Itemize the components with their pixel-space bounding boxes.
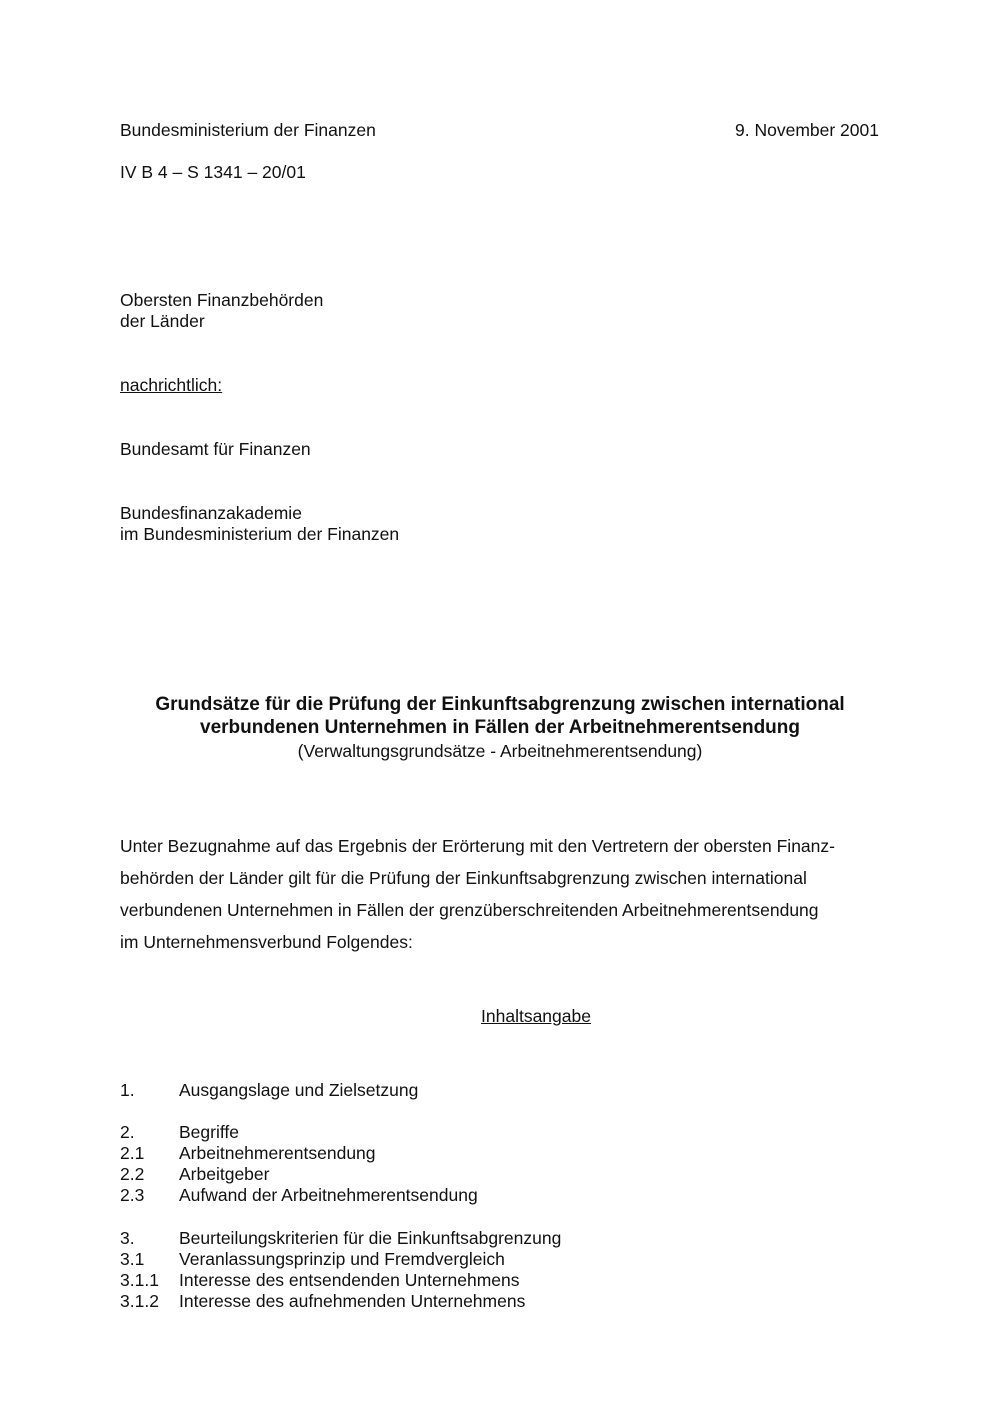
cc-recipient-2-line-1: Bundesfinanzakademie [120,503,302,523]
toc-item-text: Beurteilungskriterien für die Einkunftsabgrenzung [179,1228,562,1248]
document-date: 9. November 2001 [735,120,879,140]
reference-number: IV B 4 – S 1341 – 20/01 [120,162,306,182]
toc-item-text: Aufwand der Arbeitnehmerentsendung [179,1185,478,1205]
toc-item-number: 1. [120,1080,135,1100]
intro-line-3: verbundenen Unternehmen in Fällen der grenzüberschreitenden Arbeitnehmerentsendung [120,900,819,920]
document-title-line-1: Grundsätze für die Prüfung der Einkunftsabgrenzung zwischen international [155,694,845,715]
toc-item-text: Interesse des aufnehmenden Unternehmens [179,1291,526,1311]
ministry-name: Bundesministerium der Finanzen [120,120,376,140]
toc-heading: Inhaltsangabe [481,1006,591,1026]
toc-item-number: 3.1.1 [120,1270,159,1290]
cc-recipient-1: Bundesamt für Finanzen [120,439,311,459]
intro-line-2: behörden der Länder gilt für die Prüfung der Einkunftsabgrenzung zwischen international [120,868,807,888]
toc-item-text: Ausgangslage und Zielsetzung [179,1080,419,1100]
recipient-line-2: der Länder [120,311,205,331]
cc-label: nachrichtlich: [120,375,223,395]
toc-item-number: 2. [120,1122,135,1142]
toc-item-text: Interesse des entsendenden Unternehmens [179,1270,520,1290]
toc-item-number: 3. [120,1228,135,1248]
toc-item-number: 3.1 [120,1249,145,1269]
toc-item-text: Veranlassungsprinzip und Fremdvergleich [179,1249,505,1269]
cc-recipient-2-line-2: im Bundesministerium der Finanzen [120,524,400,544]
toc-item-text: Begriffe [179,1122,239,1142]
intro-line-4: im Unternehmensverbund Folgendes: [120,932,413,952]
document-title-line-2: verbundenen Unternehmen in Fällen der Arbeitnehmerentsendung [200,717,800,738]
intro-line-1: Unter Bezugnahme auf das Ergebnis der Erörterung mit den Vertretern der obersten Finanz- [120,836,835,856]
toc-item-text: Arbeitnehmerentsendung [179,1143,376,1163]
document-subtitle: (Verwaltungsgrundsätze - Arbeitnehmerentsendung) [297,741,703,761]
toc-item-number: 2.1 [120,1143,145,1163]
toc-item-text: Arbeitgeber [179,1164,270,1184]
recipient-line-1: Obersten Finanzbehörden [120,290,324,310]
toc-item-number: 2.2 [120,1164,145,1184]
toc-item-number: 3.1.2 [120,1291,159,1311]
toc-item-number: 2.3 [120,1185,145,1205]
